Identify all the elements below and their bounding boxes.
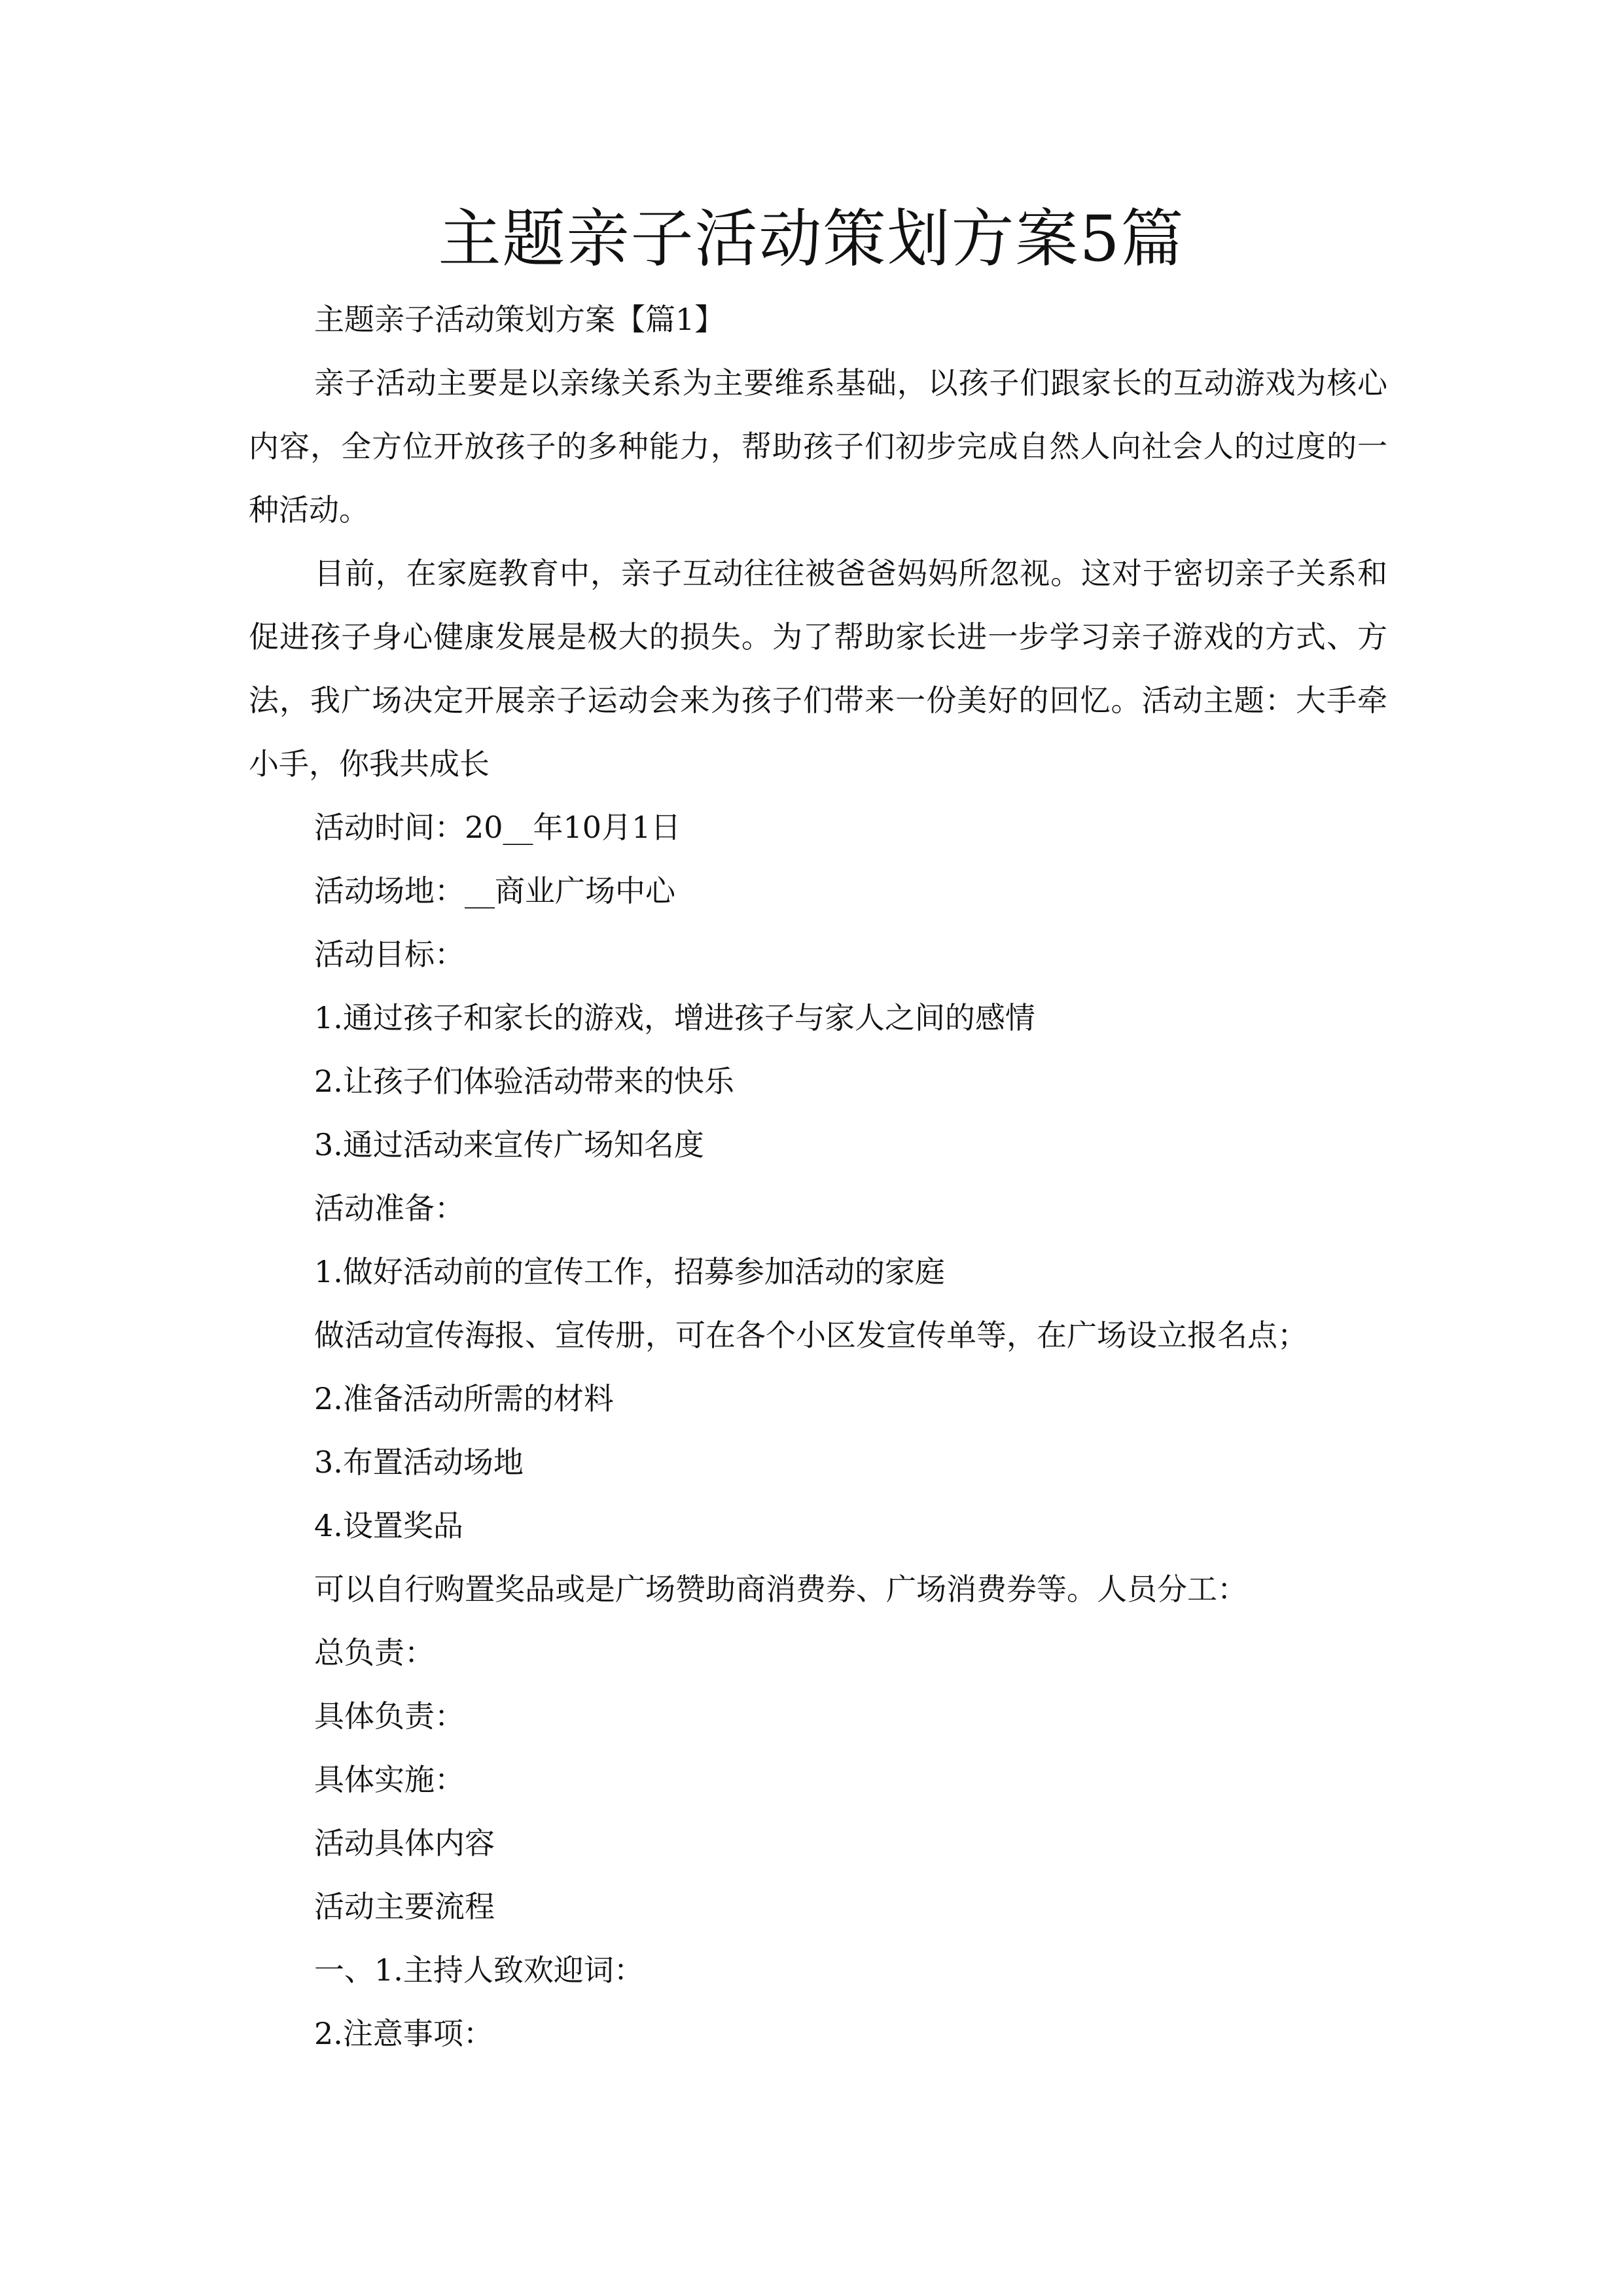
goal-item-3: 3.通过活动来宣传广场知名度 xyxy=(314,1127,704,1162)
staff-implementation: 具体实施： xyxy=(314,1762,465,1797)
paragraph-background: 目前，在家庭教育中，亲子互动往往被爸爸妈妈所忽视。这对于密切亲子关系和促进孩子身心健康发展是极大的损失。为了帮助家长进一步学习亲子游戏的方式、方法，我广场决定开展亲子运动会来为孩子们带来一份美好的回忆。活动主题：大手牵小手，你我共成长 xyxy=(249,556,1387,781)
paragraph-intro: 亲子活动主要是以亲缘关系为主要维系基础，以孩子们跟家长的互动游戏为核心内容，全方位开放孩子的多种能力，帮助孩子们初步完成自然人向社会人的过度的一种活动。 xyxy=(249,365,1387,528)
flow-item-2: 2.注意事项： xyxy=(314,2016,493,2051)
activity-venue: 活动场地：__商业广场中心 xyxy=(314,873,675,908)
preparation-heading: 活动准备： xyxy=(314,1191,465,1226)
section-heading: 主题亲子活动策划方案【篇1】 xyxy=(314,302,725,337)
preparation-item-3: 3.布置活动场地 xyxy=(314,1444,524,1480)
preparation-item-4: 4.设置奖品 xyxy=(314,1508,463,1543)
goal-item-1: 1.通过孩子和家长的游戏，增进孩子与家人之间的感情 xyxy=(314,1000,1035,1035)
preparation-detail: 做活动宣传海报、宣传册，可在各个小区发宣传单等，在广场设立报名点； xyxy=(314,1318,1308,1353)
staff-specific: 具体负责： xyxy=(314,1698,465,1734)
activity-goals-heading: 活动目标： xyxy=(314,937,465,972)
preparation-item-1: 1.做好活动前的宣传工作，招募参加活动的家庭 xyxy=(314,1254,945,1289)
prize-detail: 可以自行购置奖品或是广场赞助商消费券、广场消费券等。人员分工： xyxy=(314,1571,1247,1607)
staff-general: 总负责： xyxy=(314,1635,435,1670)
document-body xyxy=(249,288,1387,2066)
activity-time: 活动时间：20__年10月1日 xyxy=(314,810,681,845)
activity-content-heading: 活动具体内容 xyxy=(314,1825,495,1861)
goal-item-2: 2.让孩子们体验活动带来的快乐 xyxy=(314,1064,734,1099)
activity-flow-heading: 活动主要流程 xyxy=(314,1889,495,1924)
flow-item-1: 一、1.主持人致欢迎词： xyxy=(314,1952,644,1988)
document-title: 主题亲子活动策划方案5篇 xyxy=(438,202,1185,276)
preparation-item-2: 2.准备活动所需的材料 xyxy=(314,1381,614,1416)
